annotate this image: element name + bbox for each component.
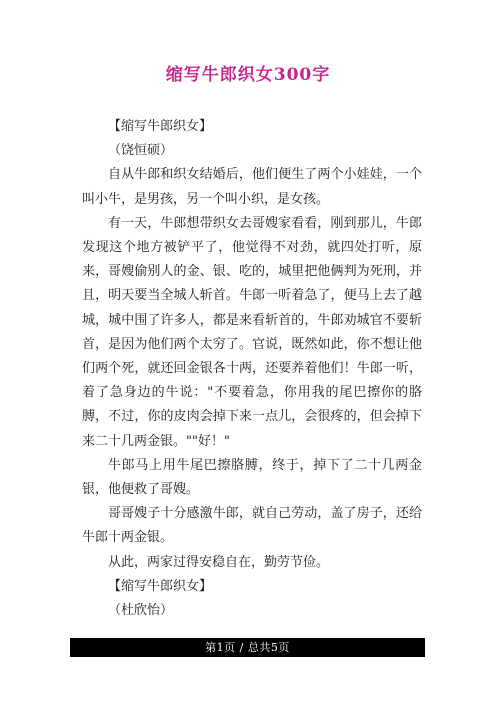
page-indicator: 第1页 / 总共5页 (205, 641, 290, 654)
page-indicator-bar (70, 638, 425, 657)
document-title: 缩写牛郎织女300字 (165, 65, 331, 85)
document-body (82, 115, 422, 623)
paragraph: 有一天，牛郎想带织女去哥嫂家看看，刚到那儿，牛郎发现这个地方被铲平了，他觉得不对劲，就四处打听，原来，哥嫂偷别人的金、银、吃的，城里把他俩判为死刑，并且，明天要当全城人斩首。牛郎一听着急了，便马上去了越城，城中围了许多人，都是来看斩首的，牛郎劝城官不要斩首，是因为他们两个太穷了。官说，既然如此，你不想让他们两个死，就还回金银各十两，还要养着他们！牛郎一听，着了急身边的牛说："不要着急，你用我的尾巴擦你的胳膊，不过，你的皮肉会掉下来一点儿，会很疼的，但会掉下来二十几两金银。""好！" (82, 215, 422, 449)
author-line: （饶恒硕） (108, 143, 174, 159)
author-line: （杜欣怡） (108, 603, 174, 619)
section-heading: 【缩写牛郎织女】 (108, 578, 213, 594)
paragraph: 从此，两家过得安稳自在，勤劳节俭。 (108, 554, 330, 570)
paragraph: 牛郎马上用牛尾巴擦胳膊，终于，掉下了二十几两金银，他便救了哥嫂。 (82, 457, 422, 498)
paragraph: 哥哥嫂子十分感激牛郎，就自己劳动，盖了房子，还给牛郎十两金银。 (82, 506, 422, 546)
section-heading: 【缩写牛郎织女】 (108, 119, 213, 134)
paragraph: 自从牛郎和织女结婚后，他们便生了两个小娃娃，一个叫小牛，是男孩，另一个叫小织，是女孩。 (82, 167, 422, 207)
